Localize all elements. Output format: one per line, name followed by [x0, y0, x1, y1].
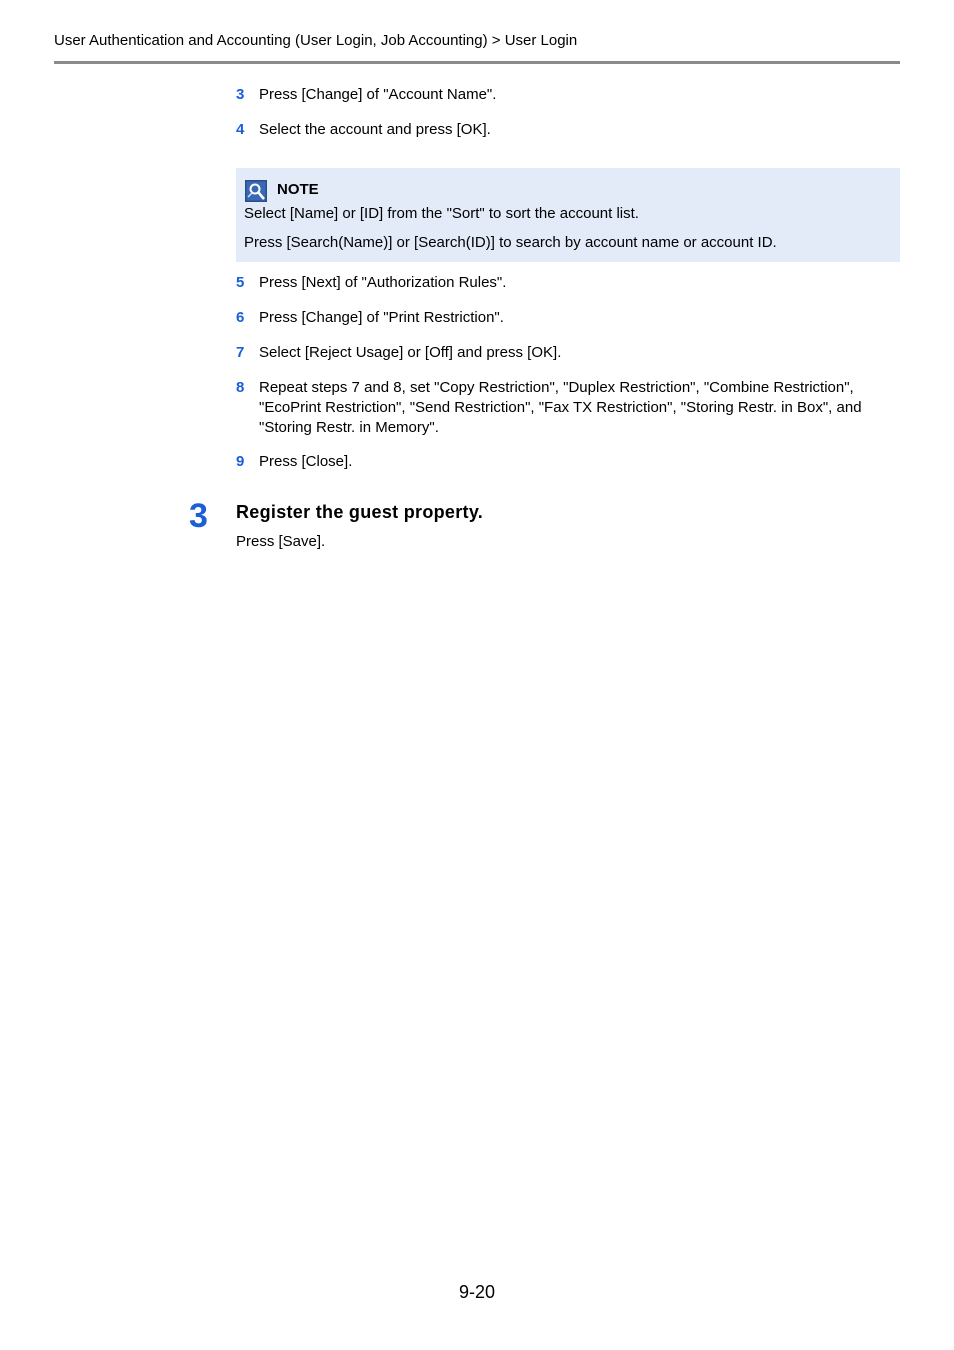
page-header-breadcrumb: User Authentication and Accounting (User Login, Job Accounting) > User Login [54, 32, 578, 49]
header-divider [54, 61, 900, 64]
section-number: 3 [189, 497, 208, 535]
step-item [236, 308, 900, 328]
note-line: Select [Name] or [ID] from the "Sort" to sort the account list. [244, 205, 639, 222]
step-item [236, 273, 900, 293]
step-text: Select [Reject Usage] or [Off] and press [OK]. [259, 344, 562, 361]
step-number: 5 [236, 274, 245, 291]
page-number: 9-20 [458, 1282, 496, 1302]
step-item [236, 85, 900, 105]
step-number: 4 [236, 121, 245, 138]
step-text: Select the account and press [OK]. [259, 121, 491, 138]
step-number: 3 [236, 86, 245, 103]
step-text: Press [Change] of "Print Restriction". [259, 309, 504, 326]
note-title: NOTE [277, 181, 319, 198]
step-item [236, 378, 900, 438]
section-body: Press [Save]. [236, 533, 326, 550]
step-item [236, 452, 900, 472]
step-text: Press [Next] of "Authorization Rules". [259, 274, 507, 291]
step-number: 6 [236, 309, 245, 326]
step-text: Repeat steps 7 and 8, set "Copy Restriction", "Duplex Restriction", "Combine Restriction", "EcoPrint Restriction", "Send Restriction", "Fax TX Restriction", "Storing Restr. in Box", and "Storing Restr. in Memory". [259, 379, 862, 436]
step-number: 7 [236, 344, 245, 361]
step-item [236, 343, 900, 363]
note-line: Press [Search(Name)] or [Search(ID)] to search by account name or account ID. [244, 234, 777, 251]
note-box [236, 168, 900, 262]
step-number: 8 [236, 379, 245, 396]
step-text: Press [Close]. [259, 453, 353, 470]
note-icon [245, 180, 267, 202]
step-text: Press [Change] of "Account Name". [259, 86, 497, 103]
step-number: 9 [236, 453, 245, 470]
step-item [236, 120, 900, 140]
section-title: Register the guest property. [236, 502, 484, 522]
